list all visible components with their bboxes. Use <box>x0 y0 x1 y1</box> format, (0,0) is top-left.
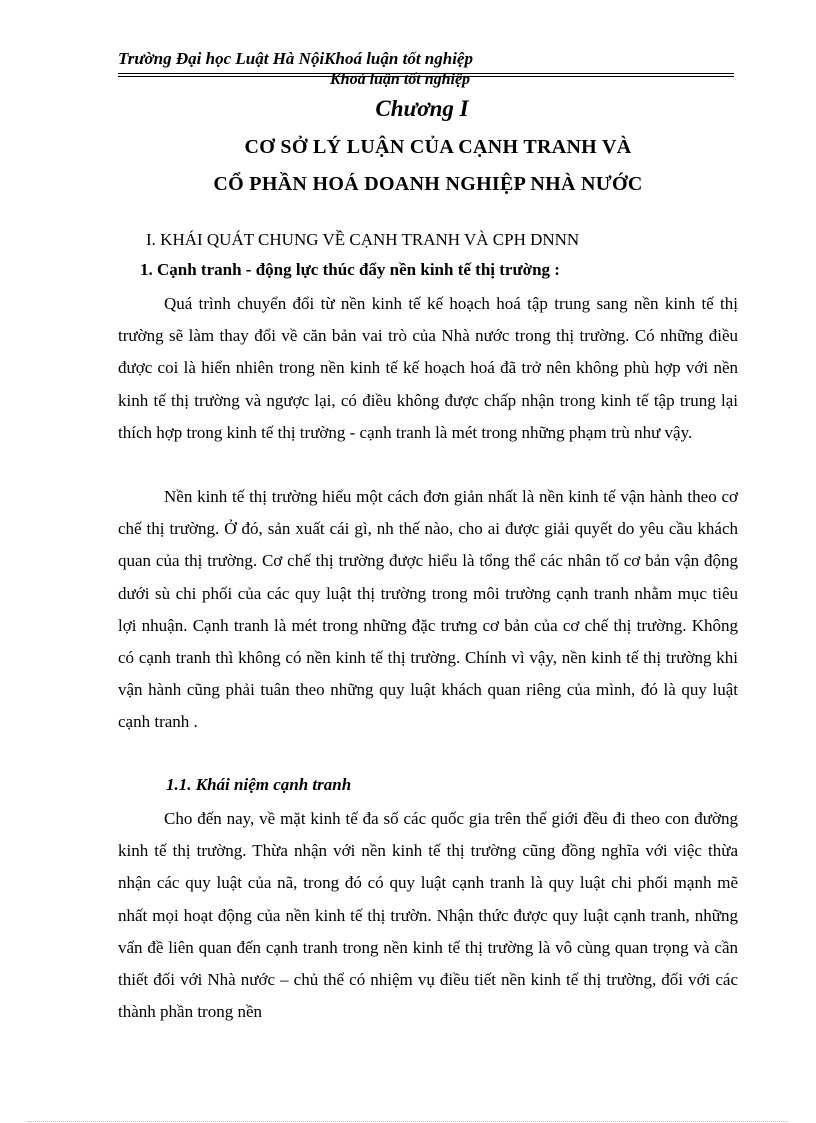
running-header: Trường Đại học Luật Hà NộiKhoá luận tốt nghiệp <box>118 49 473 68</box>
subsection-heading-1-1: 1.1. Khái niệm cạnh tranh <box>166 775 352 794</box>
body-paragraph-3: Cho đến nay, về mặt kinh tế đa số các quốc gia trên thế giới đều đi theo con đường kinh tế thị trường. Thừa nhận với nền kinh tế thị trường cũng đồng nghĩa với việc thừa nhận các quy luật của nã, trong đó có quy luật cạnh tranh là quy luật chi phối mạnh mẽ nhất mọi hoạt động của nền kinh tế thị trườn. Nhận thức được quy luật cạnh tranh, những vấn đề liên quan đến cạnh tranh trong nền kinh tế thị trường là vô cùng quan trọng và cần thiết đối với Nhà nước – chủ thể có nhiệm vụ điều tiết nền kinh tế thị trường, đối với các thành phần trong nền <box>118 809 738 1022</box>
subsection-heading: 1. Cạnh tranh - động lực thúc đẩy nền kinh tế thị trường : <box>140 260 560 279</box>
section-heading: I. KHÁI QUÁT CHUNG VỀ CẠNH TRANH VÀ CPH DNNN <box>146 230 580 249</box>
running-subheader: Khoá luận tốt nghiệp <box>330 71 471 88</box>
body-paragraph-1: Quá trình chuyển đổi từ nền kinh tế kế hoạch hoá tập trung sang nền kinh tế thị trường sẽ làm thay đổi về căn bản vai trò của Nhà nước trong thị trường. Có những điều được coi là hiển nhiên trong nền kinh tế kế hoạch hoá đã trở nên không phù hợp với nền kinh tế thị trường và ngược lại, có điều không được chấp nhận trong kinh tế tập trung lại thích hợp trong kinh tế thị trường - cạnh tranh là mét trong những phạm trù như vậy. <box>118 294 738 442</box>
chapter-title-line-2: CỔ PHẦN HOÁ DOANH NGHIỆP NHÀ NƯỚC <box>213 173 643 195</box>
chapter-label: Chương I <box>375 96 469 121</box>
page-bottom-border <box>28 1121 788 1122</box>
chapter-title-line-1: CƠ SỞ LÝ LUẬN CỦA CẠNH TRANH VÀ <box>244 136 632 158</box>
body-paragraph-2: Nền kinh tế thị trường hiểu một cách đơn giản nhất là nền kinh tế vận hành theo cơ chế thị trường. Ở đó, sản xuất cái gì, nh thế nào, cho ai được giải quyết do yêu cầu khách quan của thị trường. Cơ chế thị trường được hiểu là tổng thể các nhân tố cơ bản vận động dưới sù chi phối của các quy luật thị trường trong môi trường cạnh tranh nhằm mục tiêu lợi nhuận. Cạnh tranh là mét trong những đặc trưng cơ bản của cơ chế thị trường. Không có cạnh tranh thì không có nền kinh tế thị trường. Chính vì vậy, nền kinh tế thị trường khi vận hành cũng phải tuân theo những quy luật khách quan riêng của mình, đó là quy luật cạnh tranh . <box>118 487 738 732</box>
